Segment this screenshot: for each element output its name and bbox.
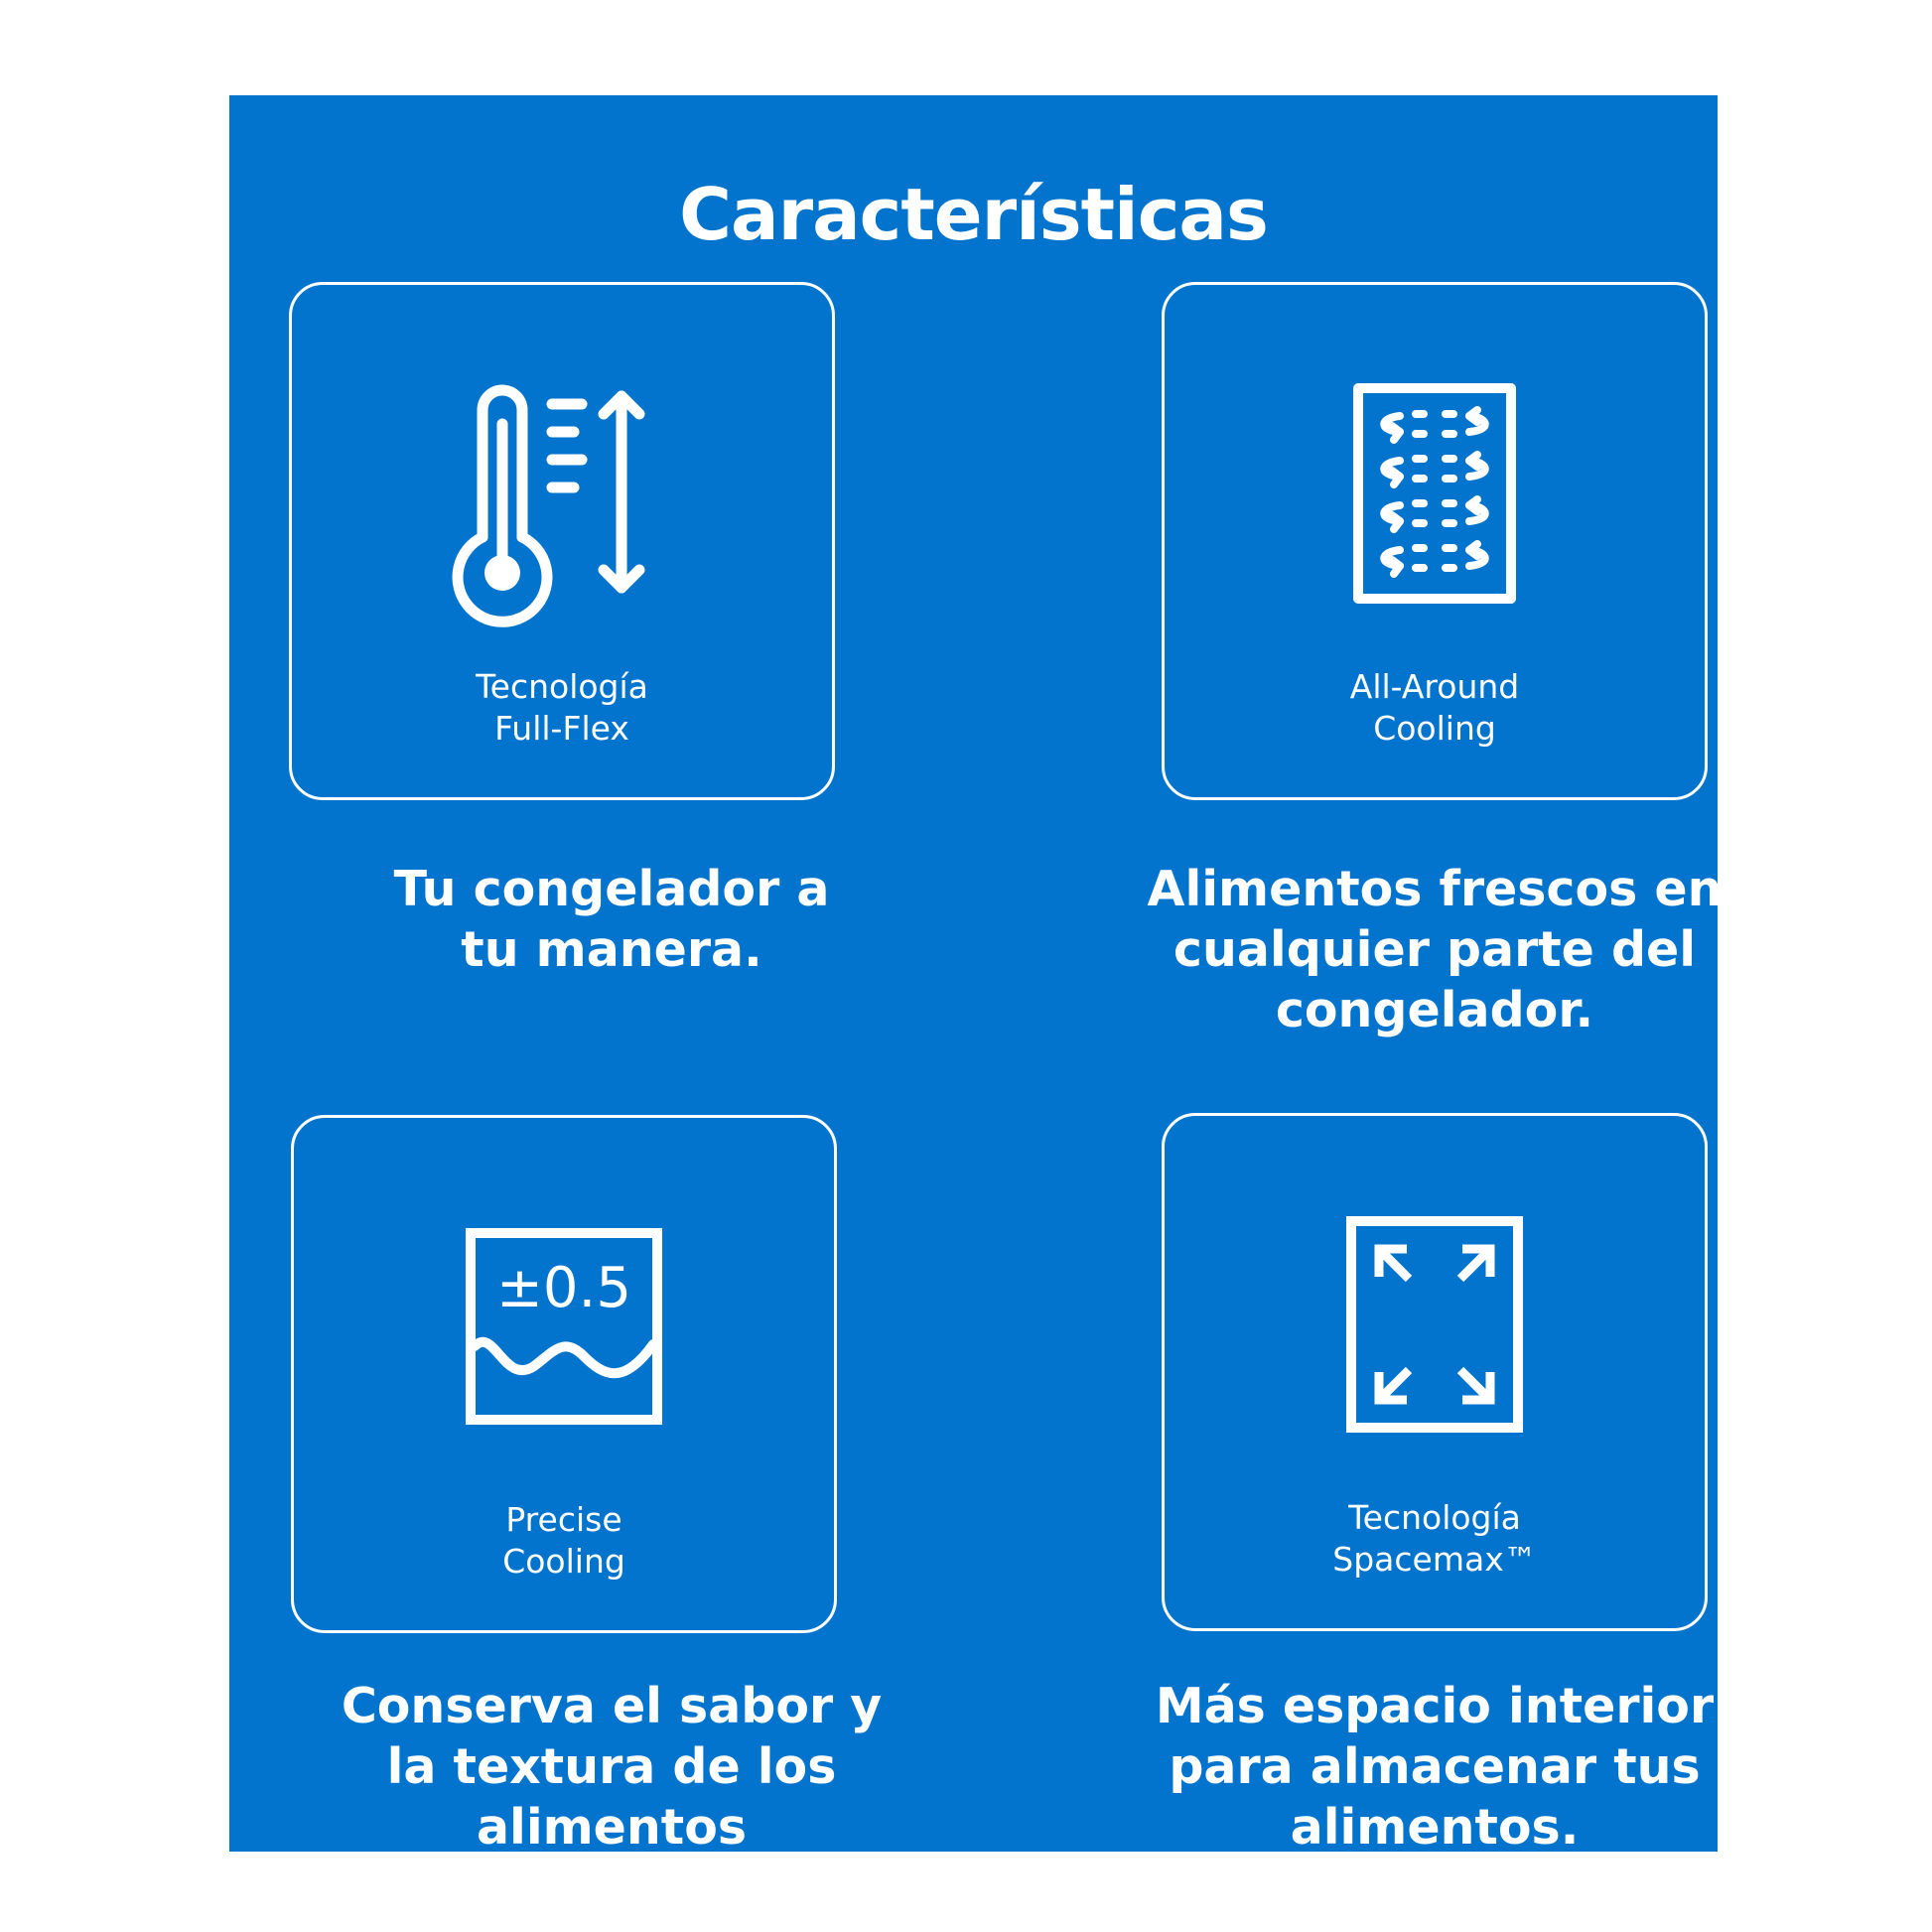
feature-card-precise-cooling	[291, 1115, 837, 1633]
feature-description: Conserva el sabor y la textura de los alimentos durante más tiempo.	[325, 1678, 898, 1916]
feature-description: Alimentos frescos en cualquier parte del congelador.	[1147, 861, 1723, 1038]
feature-card-full-flex	[289, 282, 835, 800]
thermometer-icon	[292, 384, 832, 603]
page-title: Características	[679, 173, 1268, 256]
feature-card-all-around-cooling	[1162, 282, 1708, 800]
precision-value: ±0.5	[496, 1256, 631, 1320]
features-panel	[229, 95, 1723, 1916]
feature-description: Más espacio interior para almacenar tus alimentos.	[1155, 1678, 1715, 1856]
expand-space-icon	[1165, 1215, 1705, 1434]
feature-description: Tu congelador a tu manera.	[393, 861, 830, 978]
feature-card-spacemax	[1162, 1113, 1708, 1631]
feature-label: Tecnología Full-Flex	[476, 667, 648, 748]
precise-cooling-icon	[294, 1217, 834, 1436]
feature-label: Precise Cooling	[502, 1500, 625, 1581]
airflow-icon	[1165, 384, 1705, 603]
feature-label: All-Around Cooling	[1349, 667, 1520, 748]
feature-label: Tecnología Spacemax™	[1332, 1498, 1537, 1579]
